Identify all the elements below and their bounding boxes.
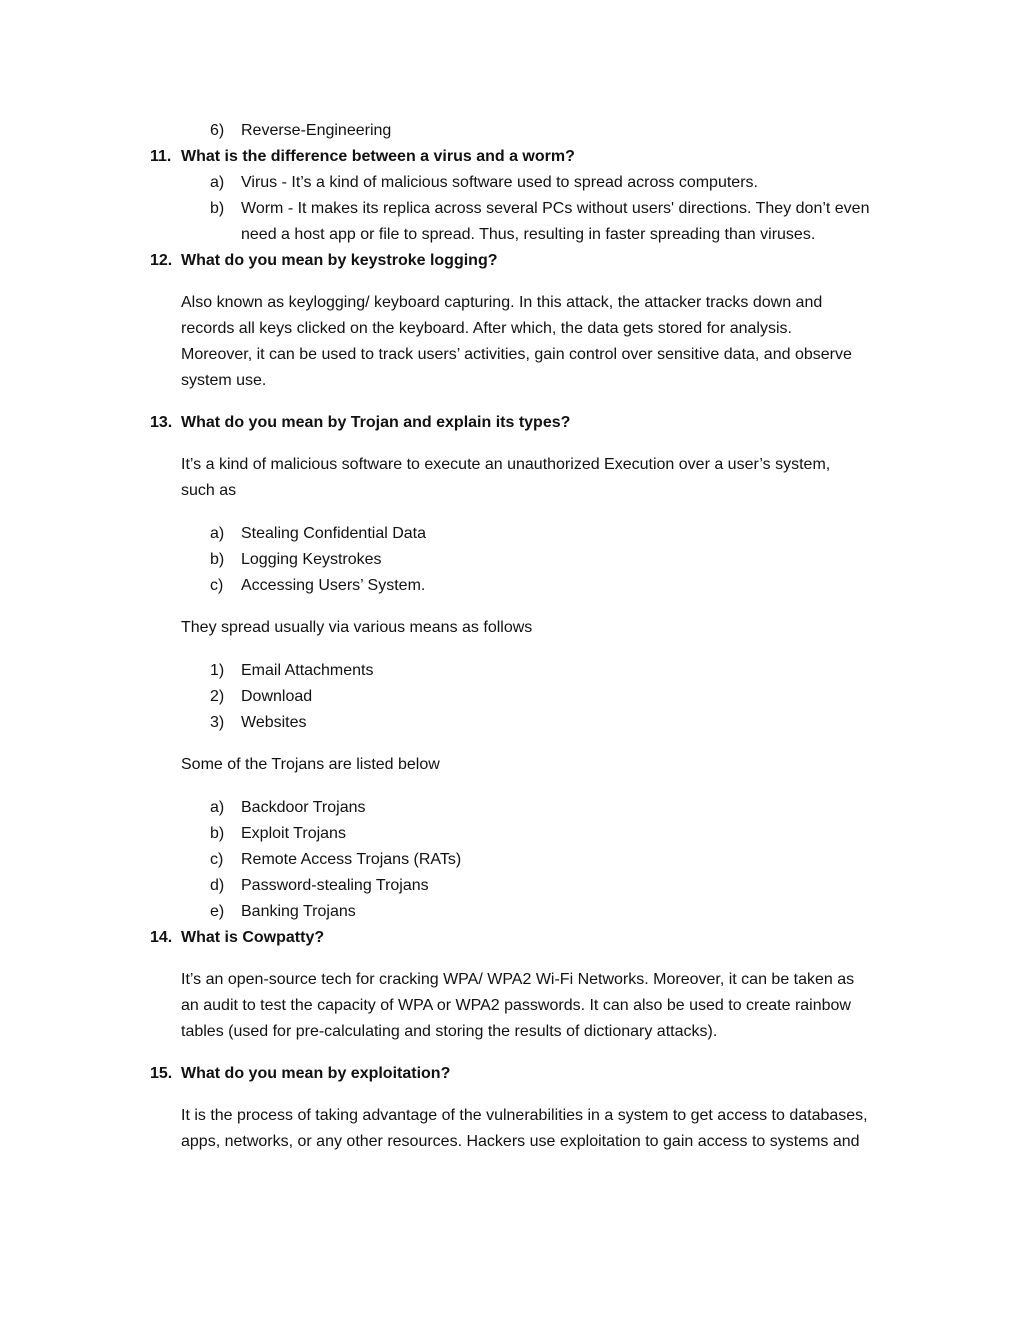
list-item: Exploit Trojans: [241, 825, 346, 842]
question-number: 12.: [150, 252, 173, 269]
list-marker: a): [210, 525, 225, 542]
question-number: 11.: [150, 148, 172, 165]
question-number: 15.: [150, 1065, 173, 1082]
list-item: Banking Trojans: [241, 903, 356, 920]
list-item: Backdoor Trojans: [241, 799, 366, 816]
answer-line: It is the process of taking advantage of the vulnerabilities in a system to get access to databases,: [181, 1107, 868, 1124]
answer-line: records all keys clicked on the keyboard. After which, the data gets stored for analysis.: [181, 320, 792, 337]
answer-line: They spread usually via various means as follows: [181, 619, 533, 636]
list-item: Stealing Confidential Data: [241, 525, 427, 542]
list-item: Worm - It makes its replica across several PCs without users' directions. They don’t even: [241, 200, 870, 217]
list-marker: 6): [210, 122, 225, 139]
list-item: Websites: [241, 714, 307, 731]
list-marker: a): [210, 174, 225, 191]
question-heading: What do you mean by keystroke logging?: [181, 252, 498, 269]
list-marker: b): [210, 200, 225, 217]
answer-line: an audit to test the capacity of WPA or WPA2 passwords. It can also be used to create rainbow: [181, 997, 851, 1014]
question-heading: What is Cowpatty?: [181, 929, 325, 946]
question-heading: What do you mean by Trojan and explain its types?: [181, 414, 571, 431]
list-marker: b): [210, 551, 225, 568]
list-marker: c): [210, 577, 224, 594]
answer-line: apps, networks, or any other resources. Hackers use exploitation to gain access to systems and: [181, 1133, 860, 1150]
list-marker: c): [210, 851, 224, 868]
answer-line: It’s a kind of malicious software to execute an unauthorized Execution over a user’s system,: [181, 456, 831, 473]
list-item-continuation: need a host app or file to spread. Thus, resulting in faster spreading than viruses.: [241, 226, 816, 243]
answer-line: tables (used for pre-calculating and storing the results of dictionary attacks).: [181, 1023, 718, 1040]
list-item: Logging Keystrokes: [241, 551, 382, 568]
list-marker: 2): [210, 688, 225, 705]
answer-line: Some of the Trojans are listed below: [181, 756, 440, 773]
question-number: 14.: [150, 929, 173, 946]
question-number: 13.: [150, 414, 173, 431]
answer-line: It’s an open-source tech for cracking WPA/ WPA2 Wi-Fi Networks. Moreover, it can be taken as: [181, 971, 855, 988]
list-item: Password-stealing Trojans: [241, 877, 429, 894]
list-marker: 1): [210, 662, 225, 679]
list-item: Download: [241, 688, 313, 705]
answer-line: system use.: [181, 372, 267, 389]
answer-line: Moreover, it can be used to track users’ activities, gain control over sensitive data, and observe: [181, 346, 852, 363]
list-marker: e): [210, 903, 225, 920]
list-marker: b): [210, 825, 225, 842]
list-marker: a): [210, 799, 225, 816]
answer-line: Also known as keylogging/ keyboard capturing. In this attack, the attacker tracks down and: [181, 294, 823, 311]
list-item: Virus - It’s a kind of malicious software used to spread across computers.: [241, 174, 758, 191]
list-item: Email Attachments: [241, 662, 374, 679]
list-marker: 3): [210, 714, 225, 731]
list-marker: d): [210, 877, 225, 894]
question-heading: What is the difference between a virus and a worm?: [181, 148, 575, 165]
list-item: Accessing Users’ System.: [241, 577, 426, 594]
answer-line: such as: [181, 482, 237, 499]
list-item: Reverse-Engineering: [241, 122, 392, 139]
list-item: Remote Access Trojans (RATs): [241, 851, 462, 868]
question-heading: What do you mean by exploitation?: [181, 1065, 451, 1082]
